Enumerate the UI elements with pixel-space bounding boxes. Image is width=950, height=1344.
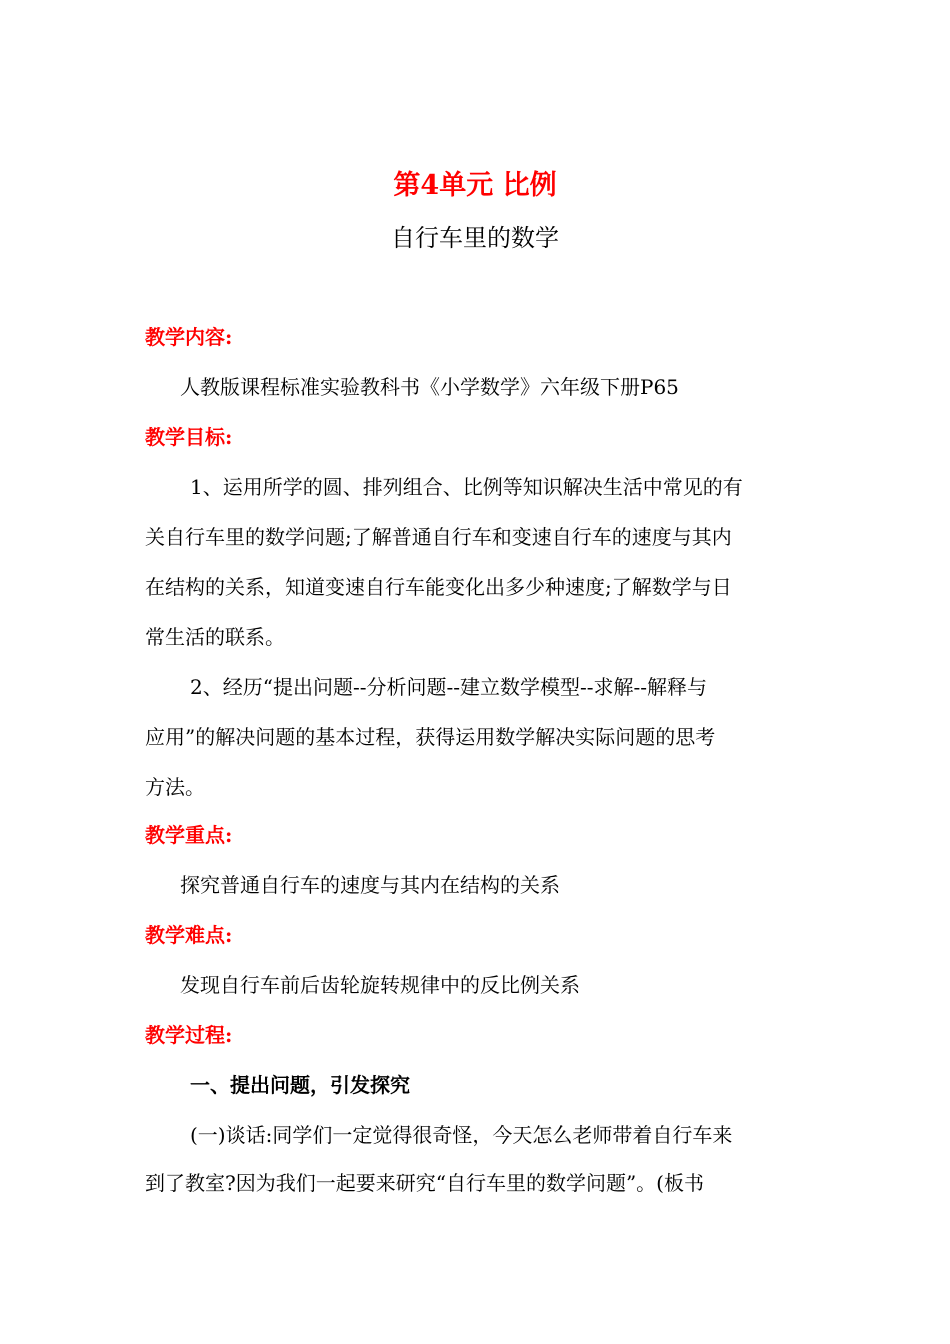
heading-teaching-content: 教学内容: bbox=[145, 325, 233, 349]
goal2-line-3: 方法。 bbox=[145, 775, 205, 799]
goal2-line-2: 应用”的解决问题的基本过程，获得运用数学解决实际问题的思考 bbox=[145, 725, 716, 749]
goal1-line-1: 1、运用所学的圆、排列组合、比例等知识解决生活中常见的有 bbox=[190, 475, 743, 499]
goal1-line-2: 关自行车里的数学问题;了解普通自行车和变速自行车的速度与其内 bbox=[145, 525, 732, 549]
step1-heading: 一、提出问题，引发探究 bbox=[190, 1073, 410, 1097]
step1-line-2: 到了教室?因为我们一起要来研究“自行车里的数学问题”。(板书 bbox=[145, 1171, 704, 1195]
key-points-text: 探究普通自行车的速度与其内在结构的关系 bbox=[180, 873, 560, 897]
heading-teaching-process: 教学过程: bbox=[145, 1023, 233, 1047]
goal1-line-3: 在结构的关系，知道变速自行车能变化出多少种速度;了解数学与日 bbox=[145, 575, 732, 599]
heading-difficulties: 教学难点: bbox=[145, 923, 233, 947]
step1-line-1: (一)谈话:同学们一定觉得很奇怪，今天怎么老师带着自行车来 bbox=[190, 1123, 733, 1147]
heading-key-points: 教学重点: bbox=[145, 823, 233, 847]
difficulties-text: 发现自行车前后齿轮旋转规律中的反比例关系 bbox=[180, 973, 580, 997]
goal1-line-4: 常生活的联系。 bbox=[145, 625, 285, 649]
heading-teaching-goals: 教学目标: bbox=[145, 425, 233, 449]
lesson-title: 自行车里的数学 bbox=[391, 224, 559, 252]
teaching-content-text: 人教版课程标准实验教科书《小学数学》六年级下册P65 bbox=[180, 375, 679, 399]
goal2-line-1: 2、经历“提出问题--分析问题--建立数学模型--求解--解释与 bbox=[190, 675, 708, 699]
unit-title: 第4单元 比例 bbox=[393, 170, 557, 201]
